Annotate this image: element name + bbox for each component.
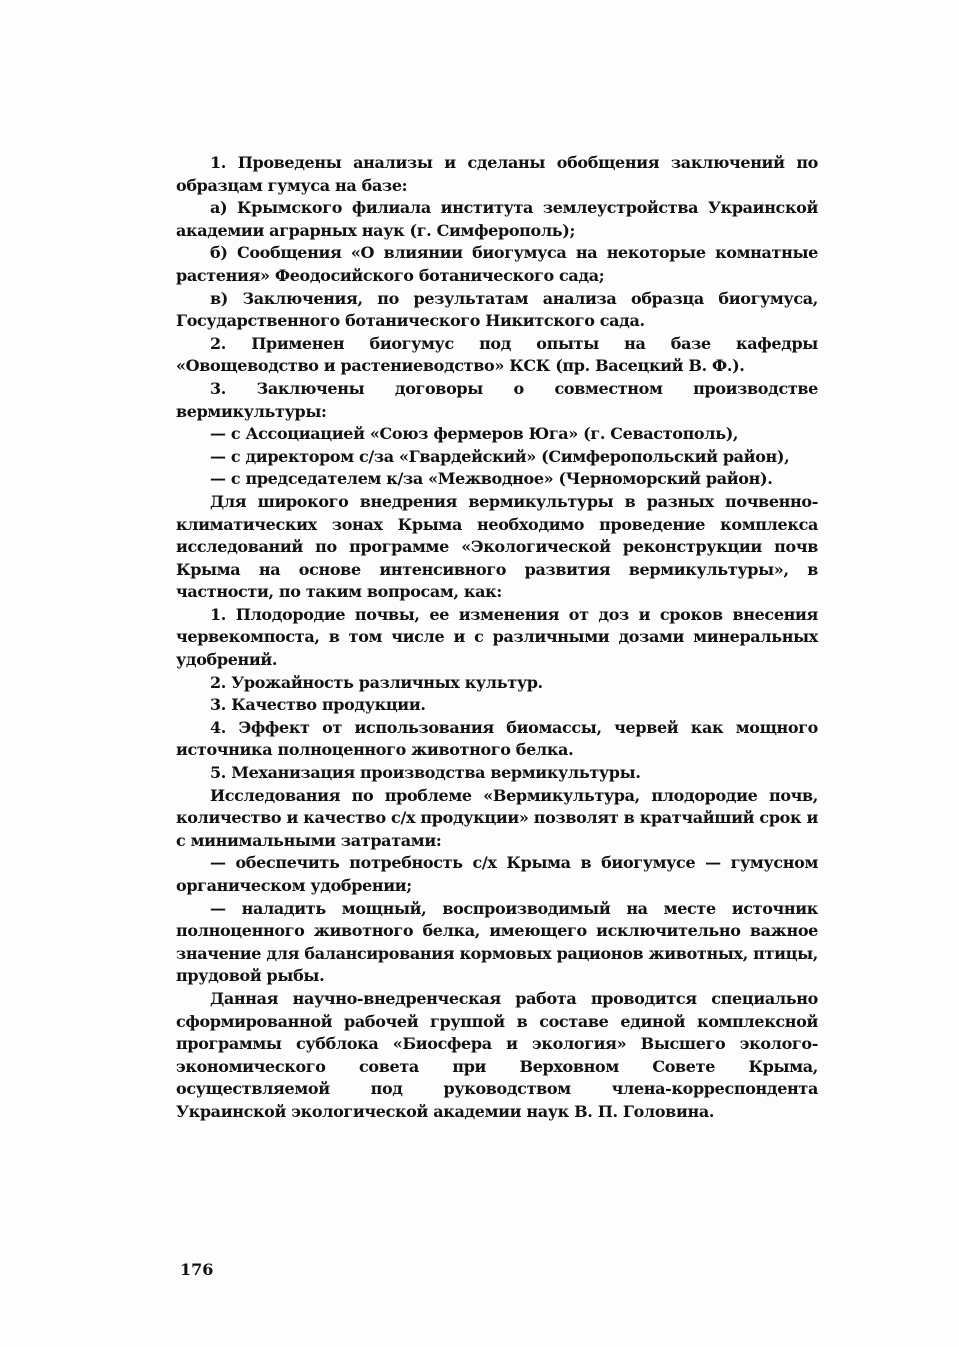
paragraph-research-intro: Для широкого внедрения вермикультуры в разных почвенно-климатических зонах Крыма необходимо проведение комплекса исследований по программе «Экологической реконструкции почв Крыма на основе интенсивного развития вермикультуры», в частности, по таким вопросам, как: <box>176 491 818 602</box>
paragraph-question-3: 3. Качество продукции. <box>210 695 426 715</box>
paragraph-subitem-c: в) Заключения, по результатам анализа образца биогумуса, Государственного ботанического Никитского сада. <box>176 288 818 331</box>
paragraph-question-5: 5. Механизация производства вермикультуры. <box>210 763 641 783</box>
paragraph-question-4: 4. Эффект от использования биомассы, червей как мощного источника полноценного животного белка. <box>176 717 818 760</box>
main-text <box>176 152 818 1124</box>
paragraph-contract-1: — с Ассоциацией «Союз фермеров Юга» (г. Севастополь), <box>210 424 739 444</box>
paragraph-question-2: 2. Урожайность различных культур. <box>210 672 543 692</box>
paragraph-subitem-a: а) Крымского филиала института землеустройства Украинской академии аграрных наук (г. Симферополь); <box>176 198 818 240</box>
paragraph-contract-2: — с директором с/за «Гвардейский» (Симферопольский район), <box>210 446 790 466</box>
paragraph-item-2: 2. Применен биогумус под опыты на базе кафедры «Овощеводство и растениеводство» КСК (пр. Васецкий В. Ф.). <box>176 333 818 376</box>
paragraph-question-1: 1. Плодородие почвы, ее изменения от доз и сроков внесения червекомпоста, в том числе и с различными дозами минеральных удобрений. <box>176 604 818 670</box>
paragraph-contract-3: — с председателем к/за «Межводное» (Черноморский район). <box>210 469 773 489</box>
paragraph-research-goals: Исследования по проблеме «Вермикультура, плодородие почв, количество и качество с/х продукции» позволят в кратчайший срок и с минимальными затратами: <box>176 785 818 850</box>
paragraph-subitem-b: б) Сообщения «О влиянии биогумуса на некоторые комнатные растения» Феодосийского ботанического сада; <box>176 243 818 285</box>
paragraph-goal-1: — обеспечить потребность с/х Крыма в биогумусе — гумусном органическом удобрении; <box>176 853 818 895</box>
paragraph-goal-2: — наладить мощный, воспроизводимый на месте источник полноценного животного белка, имеющего исключительно важное значение для балансирования кормовых рационов животных, птицы, прудовой рыбы. <box>176 898 818 986</box>
paragraph-item-3: 3. Заключены договоры о совместном производстве вермикультуры: <box>176 378 818 421</box>
paragraph-item-1-intro: 1. Проведены анализы и сделаны обобщения заключений по образцам гумуса на базе: <box>176 153 818 195</box>
paragraph-conclusion: Данная научно-внедренческая работа проводится специально сформированной рабочей группой в составе единой комплексной программы субблока «Биосфера и экология» Высшего эколого-экономического совета при Верховном Совете Крыма, осуществляемой под руководством члена-корреспондента Украинской экологической академии наук В. П. Головина. <box>176 988 818 1121</box>
page-number: 176 <box>180 1260 214 1279</box>
